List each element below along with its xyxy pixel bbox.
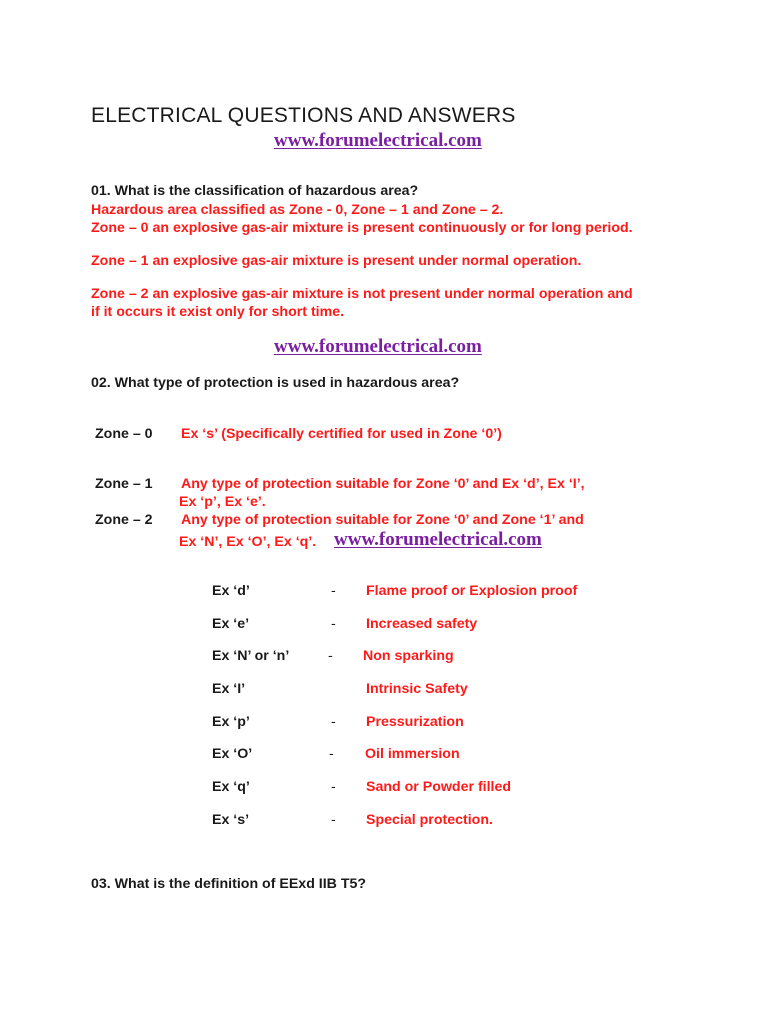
type-desc: Oil immersion xyxy=(365,746,460,762)
type-desc: Non sparking xyxy=(363,648,454,664)
type-code: Ex ‘s’ xyxy=(212,812,250,828)
question-2: 02. What type of protection is used in hazardous area? xyxy=(91,375,460,391)
type-code: Ex ‘q’ xyxy=(212,779,250,795)
question-1: 01. What is the classification of hazardous area? xyxy=(91,183,419,199)
answer-1-line-5: if it occurs it exist only for short time. xyxy=(91,304,345,320)
type-dash: - xyxy=(331,812,336,828)
question-3: 03. What is the definition of EExd IIB T5? xyxy=(91,876,367,892)
type-dash: - xyxy=(331,583,336,599)
page-title: ELECTRICAL QUESTIONS AND ANSWERS xyxy=(91,104,516,127)
type-dash: - xyxy=(331,616,336,632)
type-desc: Sand or Powder filled xyxy=(366,779,512,795)
zone-1-desc-line-2: Ex ‘p’, Ex ‘e’. xyxy=(179,494,266,510)
site-link-top[interactable]: www.forumelectrical.com xyxy=(274,130,482,151)
type-code: Ex ‘N’ or ‘n’ xyxy=(212,648,290,664)
type-code: Ex ‘I’ xyxy=(212,681,246,697)
type-desc: Increased safety xyxy=(366,616,478,632)
zone-2-desc-line-1: Any type of protection suitable for Zone ‘0’ and Zone ‘1’ and xyxy=(181,512,584,528)
type-desc: Flame proof or Explosion proof xyxy=(366,583,578,599)
type-dash: - xyxy=(328,648,333,664)
answer-1-line-3: Zone – 1 an explosive gas-air mixture is present under normal operation. xyxy=(91,253,582,269)
type-desc: Intrinsic Safety xyxy=(366,681,468,697)
type-desc: Pressurization xyxy=(366,714,464,730)
type-code: Ex ‘p’ xyxy=(212,714,250,730)
type-code: Ex ‘d’ xyxy=(212,583,250,599)
answer-1-line-1: Hazardous area classified as Zone - 0, Zone – 1 and Zone – 2. xyxy=(91,202,504,218)
site-link-middle[interactable]: www.forumelectrical.com xyxy=(274,336,482,357)
zone-0-label: Zone – 0 xyxy=(95,426,153,442)
type-dash: - xyxy=(329,746,334,762)
type-desc: Special protection. xyxy=(366,812,493,828)
type-dash: - xyxy=(331,779,336,795)
site-link-inline[interactable]: www.forumelectrical.com xyxy=(334,529,542,550)
answer-1-line-4: Zone – 2 an explosive gas-air mixture is not present under normal operation and xyxy=(91,286,633,302)
zone-2-label: Zone – 2 xyxy=(95,512,153,528)
type-dash: - xyxy=(331,714,336,730)
type-code: Ex ‘O’ xyxy=(212,746,253,762)
answer-1-line-2: Zone – 0 an explosive gas-air mixture is present continuously or for long period. xyxy=(91,220,633,236)
zone-1-label: Zone – 1 xyxy=(95,476,153,492)
zone-2-desc-line-2: Ex ‘N’, Ex ‘O’, Ex ‘q’. xyxy=(179,534,317,550)
zone-0-desc: Ex ‘s’ (Specifically certified for used in Zone ‘0’) xyxy=(181,426,502,442)
type-code: Ex ‘e’ xyxy=(212,616,250,632)
zone-1-desc-line-1: Any type of protection suitable for Zone ‘0’ and Ex ‘d’, Ex ‘I’, xyxy=(181,476,585,492)
